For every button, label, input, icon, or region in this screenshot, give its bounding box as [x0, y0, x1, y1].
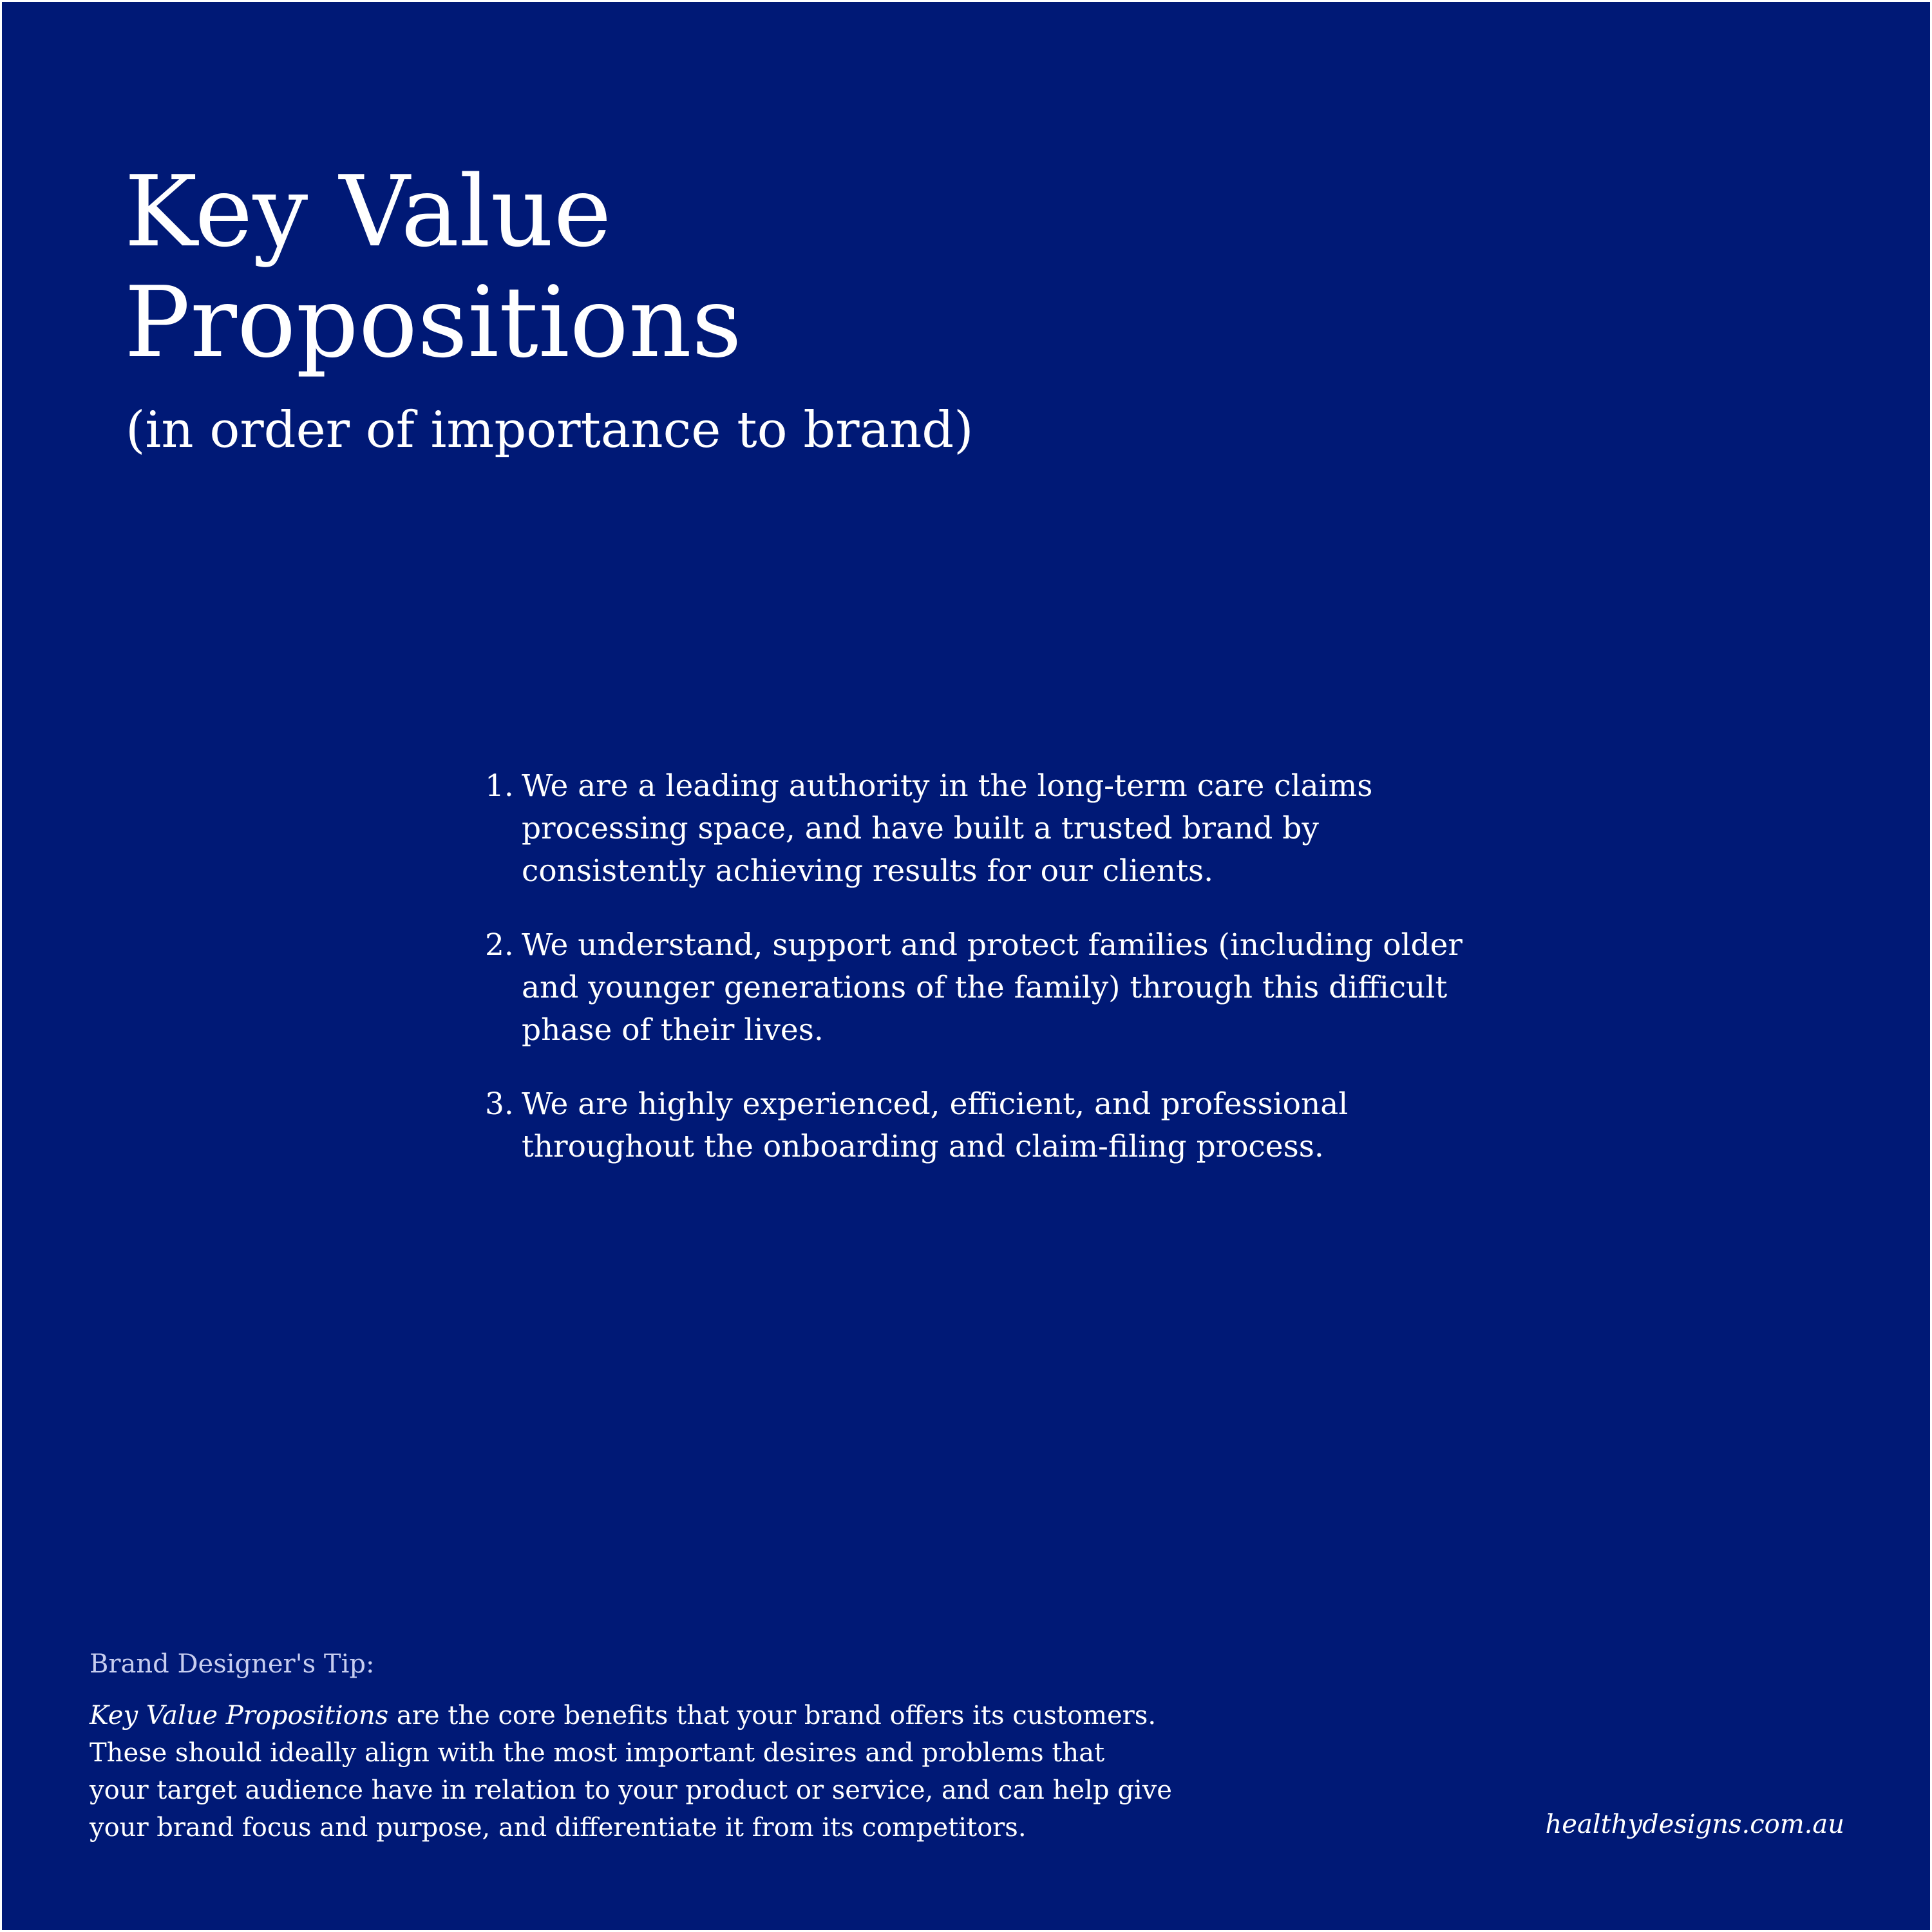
title-line-1: Key Value: [124, 155, 612, 269]
proposition-text-line: consistently achieving results for our clients.: [522, 853, 1214, 889]
proposition-number: 3.: [485, 1086, 514, 1122]
title-line-2: Propositions: [124, 265, 742, 379]
designer-tip: [90, 1643, 1184, 1846]
tip-line-1-rest: are the core benefits that your brand offers its customers.: [388, 1701, 1157, 1730]
page-title: [124, 156, 742, 378]
tip-emphasis: Key Value Propositions: [90, 1701, 389, 1730]
tip-line-3: your target audience have in relation to your product or service, and can help give: [90, 1776, 1172, 1805]
tip-body: [90, 1697, 1184, 1846]
brand-page: [2, 2, 1930, 1930]
proposition-text-line: throughout the onboarding and claim-filing process.: [522, 1129, 1324, 1164]
tip-line-1: [90, 1697, 1184, 1734]
page-subtitle: (in order of importance to brand): [126, 401, 974, 459]
tip-line-2: These should ideally align with the most important desires and problems that: [90, 1738, 1105, 1768]
proposition-number: 2.: [485, 927, 514, 963]
tip-heading: Brand Designer's Tip:: [90, 1649, 375, 1679]
tip-line-4: your brand focus and purpose, and differentiate it from its competitors.: [90, 1813, 1027, 1842]
proposition-text-line: phase of their lives.: [522, 1012, 824, 1048]
proposition-text-line: and younger generations of the family) through this difficult: [522, 970, 1448, 1005]
value-propositions-list: [485, 765, 1490, 1200]
proposition-text-line: processing space, and have built a trusted brand by: [522, 811, 1319, 846]
proposition-text-line: We understand, support and protect families (including older: [522, 927, 1463, 963]
proposition-item: [485, 765, 1490, 893]
website-link[interactable]: healthydesigns.com.au: [1545, 1810, 1844, 1839]
proposition-number: 1.: [485, 768, 514, 804]
proposition-text-line: We are a leading authority in the long-term care claims: [522, 768, 1373, 804]
proposition-text-line: We are highly experienced, efficient, and professional: [522, 1086, 1349, 1122]
proposition-item: [485, 924, 1490, 1052]
proposition-item: [485, 1083, 1490, 1168]
